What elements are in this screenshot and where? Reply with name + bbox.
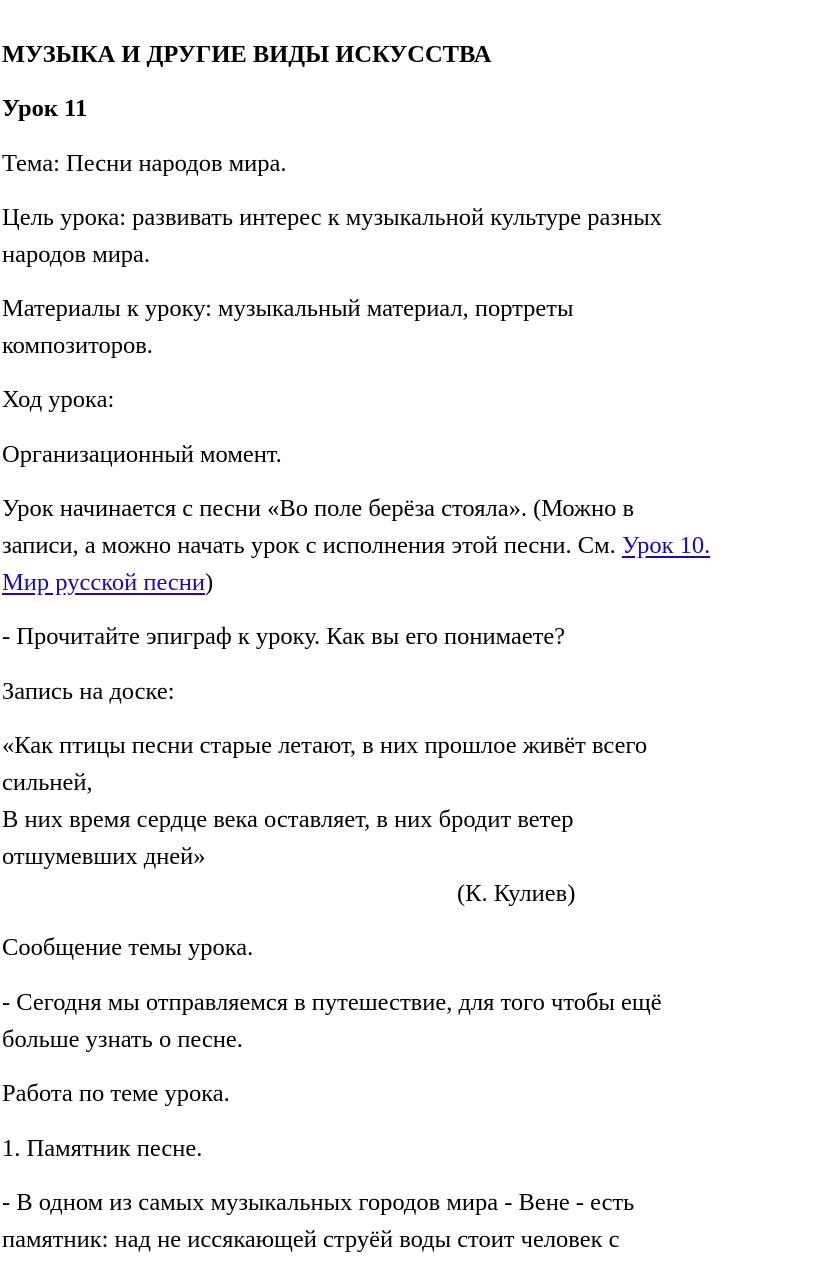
- lesson-materials-line2: композиторов.: [2, 332, 153, 359]
- quote-author: (К. Кулиев): [457, 880, 576, 907]
- lesson-goal-line2: народов мира.: [2, 241, 151, 268]
- intro-line2-text: записи, а можно начать урок с исполнения этой песни. См.: [2, 532, 622, 559]
- intro-line1: Урок начинается с песни «Во поле берёза стояла». (Можно в: [2, 495, 635, 522]
- lesson-topic: Тема: Песни народов мира.: [2, 150, 287, 177]
- course-heading: Ход урока:: [2, 386, 115, 413]
- lesson-10-link[interactable]: Урок 10.: [621, 532, 711, 559]
- section-1-heading: 1. Памятник песне.: [2, 1135, 203, 1162]
- quote-line4: отшумевших дней»: [2, 843, 206, 870]
- intro-line2: [2, 527, 814, 564]
- document-title: МУЗЫКА И ДРУГИЕ ВИДЫ ИСКУССТВА: [2, 41, 492, 68]
- intro-line3: [2, 564, 814, 601]
- vienna-line1: - В одном из самых музыкальных городов мира - Вене - есть: [2, 1189, 635, 1216]
- epigraph-prompt: - Прочитайте эпиграф к уроку. Как вы его понимаете?: [2, 623, 566, 650]
- intro-line3-tail: ): [205, 569, 214, 596]
- quote-line1: «Как птицы песни старые летают, в них прошлое живёт всего: [2, 732, 648, 759]
- quote-line2: сильней,: [2, 769, 93, 796]
- lesson-number: Урок 11: [2, 95, 88, 122]
- board-heading: Запись на доске:: [2, 678, 175, 705]
- work-heading: Работа по теме урока.: [2, 1080, 230, 1107]
- vienna-line2: памятник: над не иссякающей струёй воды стоит человек с: [2, 1226, 620, 1253]
- journey-line2: больше узнать о песне.: [2, 1026, 243, 1053]
- russian-song-link[interactable]: Мир русской песни: [2, 569, 206, 596]
- lesson-materials-line1: Материалы к уроку: музыкальный материал, портреты: [2, 295, 574, 322]
- journey-line1: - Сегодня мы отправляемся в путешествие, для того чтобы ещё: [2, 989, 662, 1016]
- org-moment: Организационный момент.: [2, 441, 282, 468]
- lesson-goal-line1: Цель урока: развивать интерес к музыкальной культуре разных: [2, 204, 662, 231]
- topic-announcement: Сообщение темы урока.: [2, 934, 254, 961]
- quote-line3: В них время сердце века оставляет, в них бродит ветер: [2, 806, 574, 833]
